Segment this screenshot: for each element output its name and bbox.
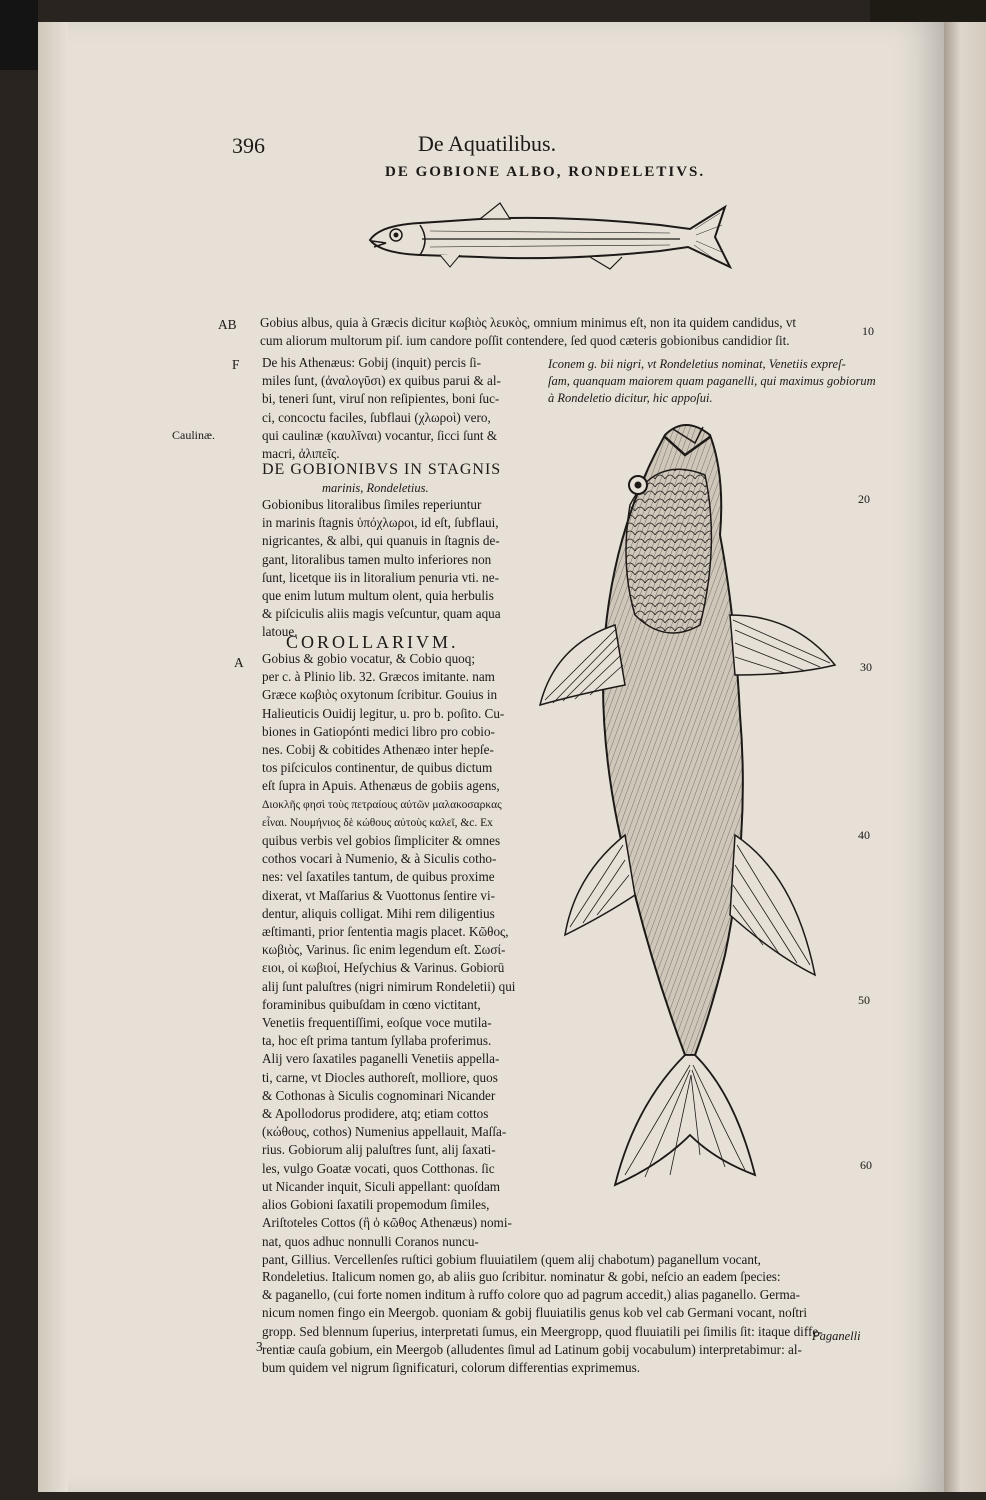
text-line: les, vulgo Goatæ vocati, quos Cotthonas. ſic [262, 1160, 495, 1176]
text-line: Græce κωβιὸς oxytonum ſcribitur. Gouius in [262, 687, 498, 703]
section-title-stagnis: DE GOBIONIBVS IN STAGNIS [262, 461, 502, 478]
text-line: cum aliorum multorum piſ. ium candore poſſit contendere, ſed quod cæteris gobionibus candidior ſit. [260, 333, 790, 349]
text-line: ειοι, οἱ κωβιοί, Heſychius & Varinus. Gobiorū [262, 960, 505, 976]
text-line: alios Gobioni ſaxatili propemodum ſimiles, [262, 1197, 490, 1213]
margin-line-number: 30 [860, 660, 872, 674]
text-line: qui caulinæ (καυλῖναι) vocantur, ſicci ſunt & [262, 427, 498, 443]
text-line: alij ſunt paluſtres (nigri nimirum Rondeletii) qui [262, 978, 516, 994]
margin-line-number: 20 [858, 492, 870, 506]
text-line: tos piſciculos continentur, de quibus dictum [262, 760, 493, 776]
para-f [262, 354, 501, 463]
text-line: rentiæ cauſa gobium, ein Meergob (alludentes ſimul ad Latinum gobij vocabulum) interpretabimur: al- [262, 1341, 802, 1357]
text-line: nes: vel ſaxatiles tantum, de quibus proxime [262, 869, 495, 885]
text-line: eſt ſupra in Apuis. Athenæus de gobiis agens, [262, 778, 500, 794]
text-line: & Cothonas à Siculis cognominari Nicander [262, 1087, 496, 1103]
section-subtitle-stagnis: marinis, Rondeletius. [322, 481, 429, 495]
bottom-paragraph [262, 1268, 823, 1377]
text-line: εἶναι. Νουμήνιος δὲ κώθους αὐτοὺς καλεῖ, &c. Ex [262, 816, 493, 829]
text-line: ti, carne, vt Diocles authoreſt, molliore, quos [262, 1069, 498, 1085]
text-line: ſunt, licetque iis in litoralium penuria vti. ne- [262, 569, 499, 585]
text-line: biones in Gatiopónti medici libro pro cobio- [262, 723, 495, 739]
text-line: æſtimanti, prior ſententia magis placet. Κῶθος, [262, 924, 509, 940]
text-line: Ariſtoteles Cottos (ἢ ὁ κῶθος Athenæus) nomi- [262, 1215, 512, 1231]
italic-note [548, 356, 876, 406]
text-line: bum quidem vel nigrum ſignificaturi, colorum differentias exprimemus. [262, 1360, 641, 1376]
text-line: Gobionibus litoralibus ſimiles reperiuntur [262, 497, 482, 512]
text-line: dentur, aliquis colligat. Mihi rem diligentius [262, 905, 495, 921]
text-line: que enim lutum multum olent, quia herbulis [262, 588, 494, 604]
facing-page-edge [944, 22, 986, 1492]
white-goby-woodcut [360, 195, 740, 275]
margin-line-number: 40 [858, 828, 870, 842]
text-line: ta, hoc eſt prima tantum ſyllaba proferimus. [262, 1033, 492, 1049]
text-line: & piſciculis aliis magis veſcuntur, quam aqua [262, 606, 501, 622]
text-line: ſam, quanquam maiorem quam paganelli, qui maximus gobiorum [548, 373, 876, 388]
text-line: (κώθους, cothos) Numenius appellauit, Maſſa- [262, 1124, 507, 1140]
text-line: & paganello, (cui forte nomen inditum à ruffo colore quo ad pagrum accedit,) alias paganello. Germa- [262, 1287, 801, 1303]
text-line: & Apollodorus prodidere, atq; etiam cottos [262, 1106, 489, 1122]
catchword: Paganelli [812, 1329, 861, 1343]
text-line: quibus verbis vel gobios ſimpliciter & omnes [262, 833, 501, 849]
text-line: gropp. Sed blennum ſuperius, interpretati ſumus, ein Meergropp, quod fluuiatili pei ſimilis ſit: itaque diffe- [262, 1323, 823, 1339]
para-ab-marker: AB [218, 317, 237, 332]
section-stagnis-body [262, 496, 501, 642]
text-line: pant, Gillius. Vercellenſes ruſtici gobium fluuiatilem (quem alij chabotum) paganellum vocant, [262, 1251, 761, 1267]
text-line: macri, ἀλιπεῖς. [262, 446, 340, 462]
text-line: Gobius albus, quia à Græcis dicitur κωβιὸς λευκὸς, omnium minimus eſt, non ita quidem candidus, vt [260, 315, 797, 330]
text-line: Rondeletius. Italicum nomen go, ab aliis guo ſcribitur. nominatur & gobi, neſcio an eadem ſpecies: [262, 1269, 781, 1284]
text-line: bi, teneri ſunt, viruſ non reſipientes, boni ſuc- [262, 391, 500, 407]
main-title: DE GOBIONE ALBO, RONDELETIVS. [385, 164, 706, 180]
text-line: Venetiis frequentiſſimi, eoſque voce mutila- [262, 1015, 492, 1031]
text-line: Gobius & gobio vocatur, & Cobio quoq; [262, 651, 476, 666]
text-line: per c. à Plinio lib. 32. Græcos imitante. nam [262, 669, 495, 685]
text-line: à Rondeletio dicitur, hic appoſui. [548, 390, 713, 405]
page-edge-shadow [38, 22, 68, 1492]
text-line: in marinis ſtagnis ὑπόχλωροι, id eſt, ſubflaui, [262, 515, 499, 531]
para-f-marker: F [232, 357, 240, 372]
text-line: gant, litoralibus tamen multo inferiores non [262, 551, 492, 567]
signature-mark: 3 [256, 1339, 263, 1354]
text-line: dixerat, vt Maſſarius & Vuottonus ſentire vi- [262, 887, 496, 903]
text-line: latoue. [262, 624, 298, 640]
text-line: ci, concoctu faciles, ſubflaui (χλωροὶ) vero, [262, 409, 491, 425]
text-line: nat, quos adhuc nonnulli Coranos nuncu- [262, 1233, 479, 1249]
corollarium-title: COROLLARIVM. [286, 632, 459, 652]
margin-line-number: 10 [862, 324, 874, 338]
page-number: 396 [232, 133, 265, 158]
background-corner [0, 0, 38, 70]
para-ab [260, 314, 796, 350]
text-line: nes. Cobij & cobitides Athenæo inter hepſe- [262, 742, 494, 758]
text-line: cothos vocari à Numenio, & à Siculis cotho- [262, 851, 497, 867]
text-line: Halieuticis Ouidij legitur, u. pro b. poſito. Cu- [262, 705, 505, 721]
text-line: nicum nomen fingo ein Meergob. quoniam & gobij fluuiatilis genus kob vel cab Germani vocant, noſtri [262, 1305, 808, 1321]
text-line: miles ſunt, (ἀναλογῦσι) ex quibus parui & al- [262, 373, 501, 389]
margin-line-number: 50 [858, 993, 870, 1007]
running-head: De Aquatilibus. [418, 131, 557, 156]
text-line: foraminibus quibuſdam in cœno victitant, [262, 996, 481, 1012]
text-line: Διοκλῆς φησὶ τοὺς πετραίους αὐτῶν μαλακοσαρκας [262, 798, 502, 811]
text-line: nigricantes, & albi, qui quanuis in ſtagnis de- [262, 533, 500, 549]
black-goby-woodcut [535, 415, 855, 1195]
text-line: Alij vero ſaxatiles paganelli Venetiis appella- [262, 1051, 500, 1067]
corollarium-marker: A [234, 655, 244, 670]
text-line: De his Athenæus: Gobij (inquit) percis ſi- [262, 355, 482, 370]
margin-note-caulinae: Caulinæ. [172, 428, 216, 442]
text-line: Iconem g. bii nigri, vt Rondeletius nominat, Venetiis expreſ- [548, 357, 846, 371]
text-line: rius. Gobiorum alij paluſtres ſunt, alij ſaxati- [262, 1142, 496, 1158]
text-line: κωβιὸς, Varinus. ſic enim legendum eſt. Σωσί- [262, 942, 506, 958]
text-line: ut Nicander inquit, Siculi appellant: quoſdam [262, 1178, 501, 1194]
margin-line-number: 60 [860, 1158, 872, 1172]
